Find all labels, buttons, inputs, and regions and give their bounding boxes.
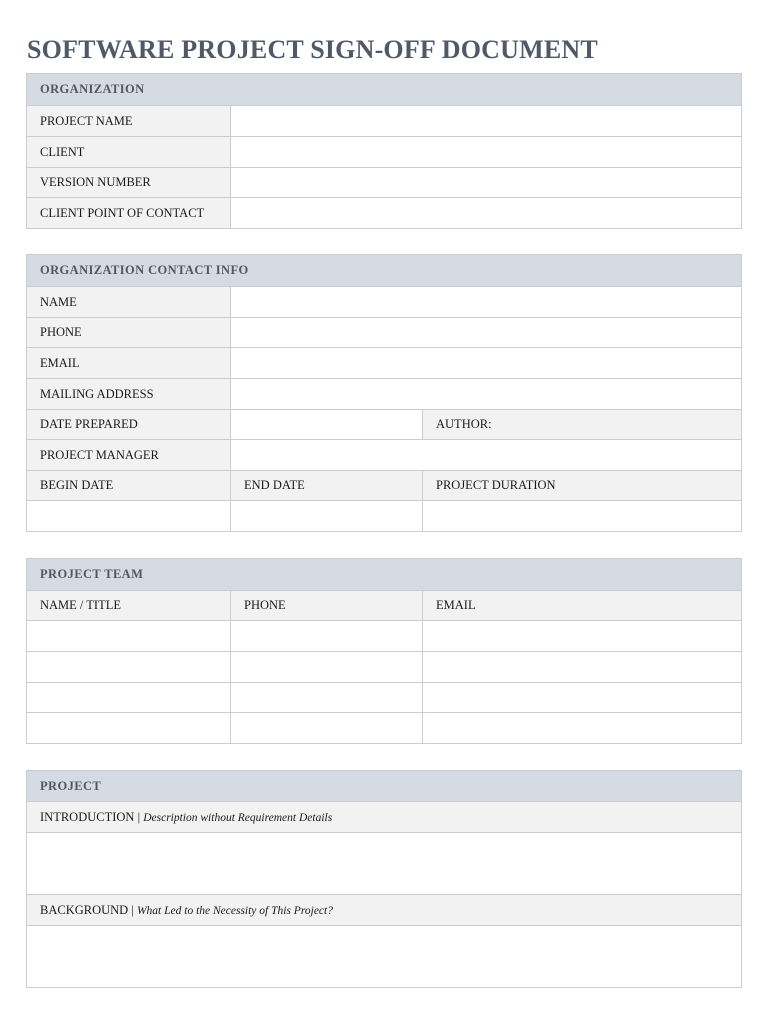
- field-label-mailing-address: MAILING ADDRESS: [27, 379, 231, 410]
- section-header: ORGANIZATION CONTACT INFO: [27, 255, 742, 287]
- project-name-field[interactable]: [231, 106, 742, 137]
- introduction-label: INTRODUCTION: [40, 809, 135, 824]
- field-label-client: CLIENT: [27, 137, 231, 168]
- introduction-label-row: [27, 802, 742, 833]
- email-field[interactable]: [231, 348, 742, 379]
- team-name-cell[interactable]: [27, 683, 231, 713]
- team-name-cell[interactable]: [27, 621, 231, 652]
- name-field[interactable]: [231, 287, 742, 318]
- team-phone-cell[interactable]: [231, 652, 423, 683]
- begin-date-field[interactable]: [27, 501, 231, 532]
- team-name-cell[interactable]: [27, 713, 231, 744]
- field-label-name: NAME: [27, 287, 231, 318]
- table-row: [27, 652, 742, 683]
- team-email-cell[interactable]: [423, 683, 742, 713]
- field-label-end-date: END DATE: [231, 471, 423, 501]
- background-label: BACKGROUND: [40, 902, 129, 917]
- introduction-hint: Description without Requirement Details: [143, 811, 333, 824]
- field-label-email: EMAIL: [27, 348, 231, 379]
- table-row: [27, 713, 742, 744]
- field-label-version-number: VERSION NUMBER: [27, 168, 231, 198]
- field-label-client-point-of-contact: CLIENT POINT OF CONTACT: [27, 198, 231, 229]
- column-header-email: EMAIL: [423, 591, 742, 621]
- field-label-begin-date: BEGIN DATE: [27, 471, 231, 501]
- mailing-address-field[interactable]: [231, 379, 742, 410]
- contact-info-section: [26, 254, 742, 532]
- end-date-field[interactable]: [231, 501, 423, 532]
- table-row: [27, 683, 742, 713]
- table-row: [27, 621, 742, 652]
- project-team-section: [26, 558, 742, 744]
- section-header: ORGANIZATION: [27, 74, 742, 106]
- field-label-project-manager: PROJECT MANAGER: [27, 440, 231, 471]
- background-field[interactable]: [27, 926, 742, 988]
- column-header-name-title: NAME / TITLE: [27, 591, 231, 621]
- field-label-author: AUTHOR:: [423, 410, 742, 440]
- version-number-field[interactable]: [231, 168, 742, 198]
- team-phone-cell[interactable]: [231, 713, 423, 744]
- team-name-cell[interactable]: [27, 652, 231, 683]
- organization-section: [26, 73, 742, 229]
- team-email-cell[interactable]: [423, 621, 742, 652]
- introduction-field[interactable]: [27, 833, 742, 895]
- background-label-row: [27, 895, 742, 926]
- section-header: PROJECT: [27, 771, 742, 802]
- project-manager-field[interactable]: [231, 440, 742, 471]
- separator: |: [134, 809, 144, 824]
- background-hint: What Led to the Necessity of This Project?: [136, 904, 333, 917]
- client-point-of-contact-field[interactable]: [231, 198, 742, 229]
- field-label-phone: PHONE: [27, 318, 231, 348]
- separator: |: [128, 902, 137, 917]
- team-phone-cell[interactable]: [231, 621, 423, 652]
- team-email-cell[interactable]: [423, 713, 742, 744]
- team-email-cell[interactable]: [423, 652, 742, 683]
- document-title: SOFTWARE PROJECT SIGN-OFF DOCUMENT: [27, 35, 598, 64]
- project-duration-field[interactable]: [423, 501, 742, 532]
- date-prepared-field[interactable]: [231, 410, 423, 440]
- field-label-project-duration: PROJECT DURATION: [423, 471, 742, 501]
- field-label-project-name: PROJECT NAME: [27, 106, 231, 137]
- phone-field[interactable]: [231, 318, 742, 348]
- section-header: PROJECT TEAM: [27, 559, 742, 591]
- client-field[interactable]: [231, 137, 742, 168]
- field-label-date-prepared: DATE PREPARED: [27, 410, 231, 440]
- team-phone-cell[interactable]: [231, 683, 423, 713]
- column-header-phone: PHONE: [231, 591, 423, 621]
- project-section: [26, 770, 742, 988]
